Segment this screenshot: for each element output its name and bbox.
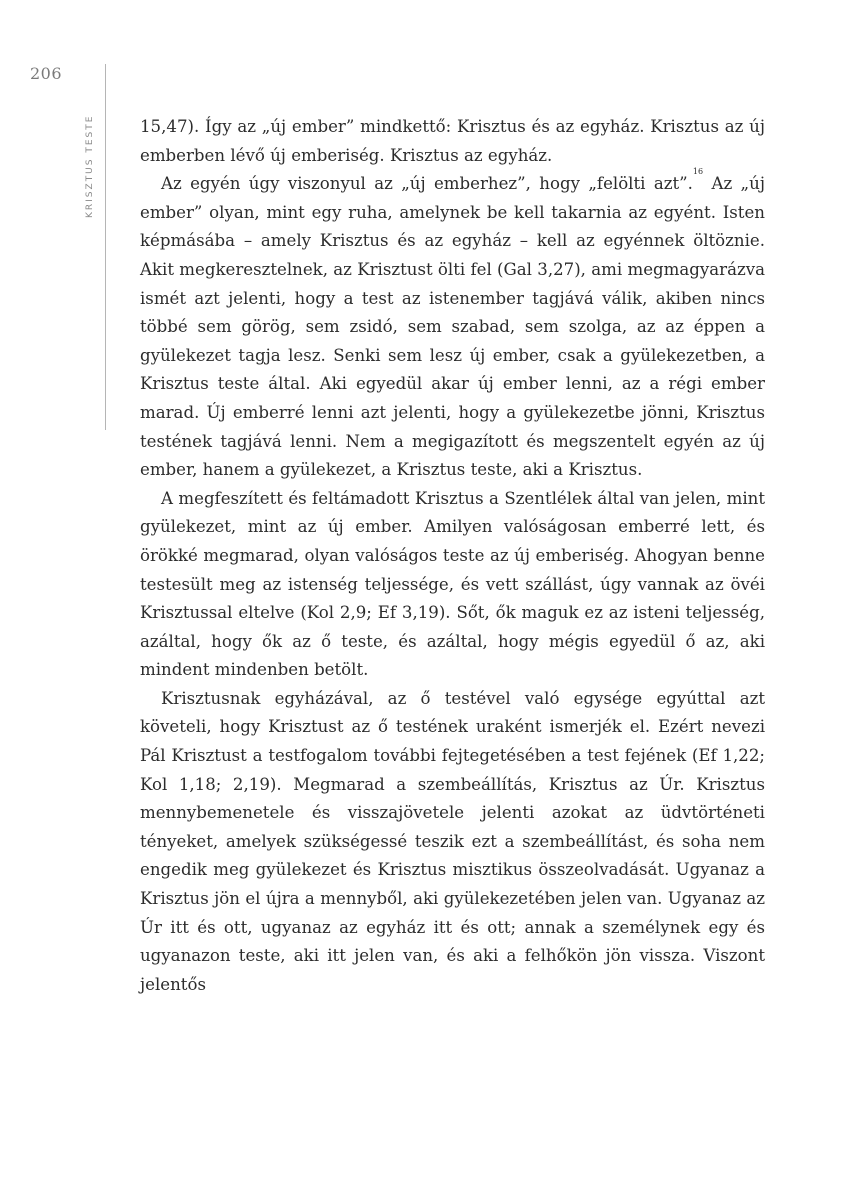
paragraph-2-rest: Az „új ember” olyan, mint egy ruha, amelynek be kell takarnia az egyént. Isten képmásába – amely Krisztus és az egyház – kell az egyénnek öltöznie. Akit megkeresztelnek, az Krisztust ölti fel (Gal 3,27), ami megmagyarázva ismét azt jelenti, hogy a test az istenember tagjává válik, akiben nincs többé sem görög, sem zsidó, sem szabad, sem szolga, az az éppen a gyülekezet tagja lesz. Senki sem lesz új ember, csak a gyülekezetben, a Krisztus teste által. Aki egyedül akar új ember lenni, az a régi ember marad. Új emberré lenni azt jelenti, hogy a gyülekezetbe jönni, Krisztus testének tagjává lenni. Nem a megigazított és megszentelt egyén az új ember, hanem a gyülekezet, a Krisztus teste, aki a Krisztus. bbox=[140, 174, 765, 480]
paragraph-1: 15,47). Így az „új ember” mindkettő: Krisztus és az egyház. Krisztus az új emberben lévő új emberiség. Krisztus az egyház. bbox=[140, 117, 765, 165]
paragraph-2 bbox=[140, 167, 765, 485]
paragraph-2-lead: Az egyén úgy viszonyul az „új emberhez”, hogy „felölti azt”. bbox=[161, 174, 693, 194]
body-text bbox=[140, 113, 765, 999]
paragraph-3: A megfeszített és feltámadott Krisztus a Szentlélek által van jelen, mint gyülekezet, mint az új ember. Amilyen valóságosan emberré lett, és örökké megmarad, olyan valóságos teste az új emberiség. Ahogyan benne testesült meg az istenség teljessége, és vett szállást, úgy vannak az övéi Krisztussal eltelve (Kol 2,9; Ef 3,19). Sőt, ők maguk ez az isteni teljesség, azáltal, hogy ők az ő teste, és azáltal, hogy mégis egyedül ő az, aki mindent mindenben betölt. bbox=[140, 488, 765, 680]
margin-rule bbox=[105, 64, 106, 430]
page-number: 206 bbox=[30, 64, 63, 83]
footnote-marker[interactable]: 16 bbox=[692, 167, 704, 177]
running-head: KRISZTUS TESTE bbox=[85, 115, 95, 219]
paragraph-4: Krisztusnak egyházával, az ő testével való egysége egyúttal azt követeli, hogy Krisztust az ő testének uraként ismerjék el. Ezért nevezi Pál Krisztust a testfogalom további fejtegetésében a test fejének (Ef 1,22; Kol 1,18; 2,19). Megmarad a szembeállítás, Krisztus az Úr. Krisztus mennybemenetele és visszajövetele jelenti azokat az üdvtörténeti tényeket, amelyek szükségessé teszik ezt a szembeállítást, és soha nem engedik meg gyülekezet és Krisztus misztikus összeolvadását. Ugyanaz a Krisztus jön el újra a mennyből, aki gyülekezetében jelen van. Ugyanaz az Úr itt és ott, ugyanaz az egyház itt és ott; annak a személynek egy és ugyanazon teste, aki itt jelen van, és aki a felhőkön jön vissza. Viszont jelentős bbox=[140, 688, 765, 994]
